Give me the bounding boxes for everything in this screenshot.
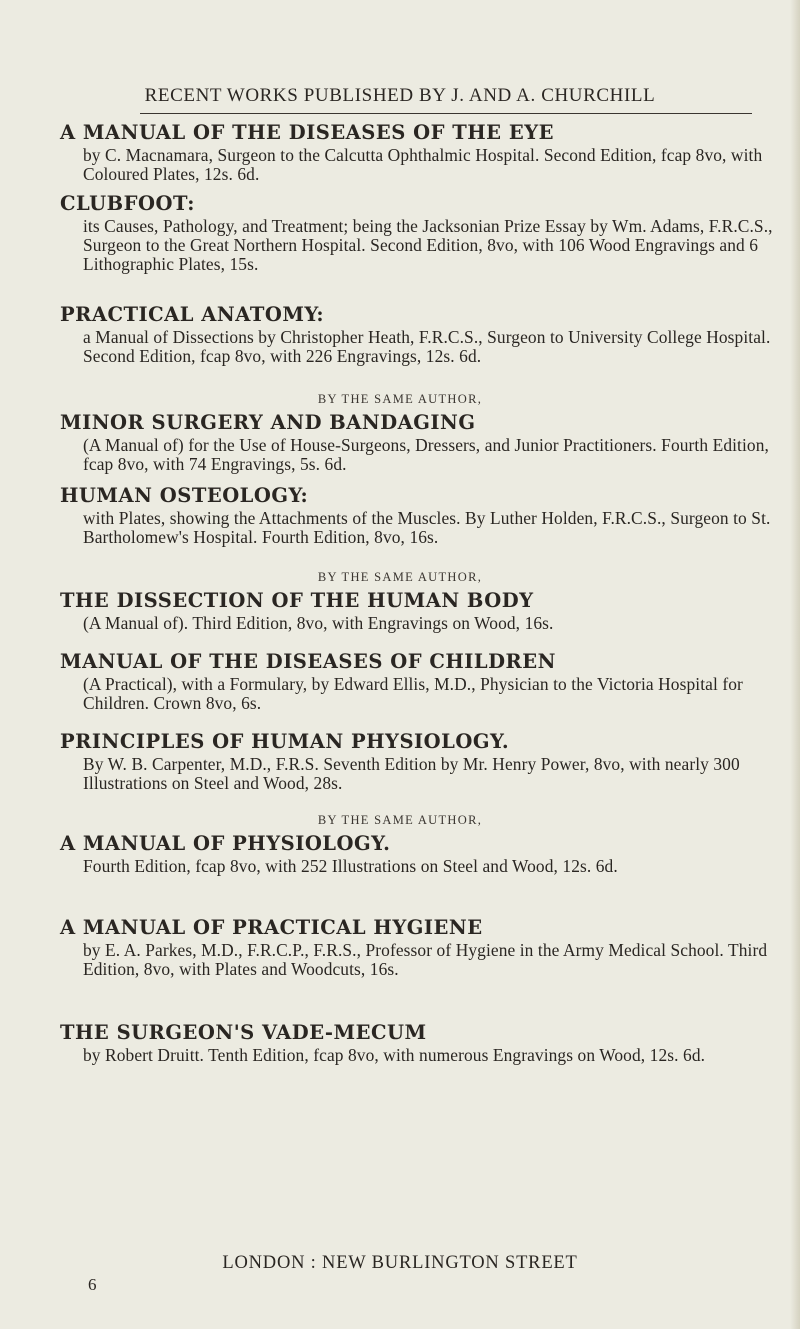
book-title: THE SURGEON'S VADE-MECUM: [60, 1021, 427, 1044]
book-description: by C. Macnamara, Surgeon to the Calcutta Ophthalmic Hospital. Second Edition, fcap 8vo, with Coloured Plates, 12s. 6d.: [83, 145, 763, 184]
book-description: (A Practical), with a Formulary, by Edward Ellis, M.D., Physician to the Victoria Hospital for Children. Crown 8vo, 6s.: [83, 674, 743, 713]
book-entry-surgeons-vade-mecum: [60, 1022, 780, 1065]
book-entry-human-physiology: [60, 731, 780, 793]
book-description: its Causes, Pathology, and Treatment; being the Jacksonian Prize Essay by Wm. Adams, F.R.C.S., Surgeon to the Great Northern Hospital. Second Edition, 8vo, with 106 Wood Engravings and 6 Lithographic Plates, 15s.: [83, 216, 773, 274]
book-title: CLUBFOOT:: [60, 192, 195, 215]
book-description: by E. A. Parkes, M.D., F.R.C.P., F.R.S., Professor of Hygiene in the Army Medical School. Third Edition, 8vo, with Plates and Woodcuts, 16s.: [83, 940, 768, 979]
book-title: THE DISSECTION OF THE HUMAN BODY: [60, 589, 534, 612]
header-rule: [140, 113, 752, 114]
book-entry-practical-anatomy: [60, 304, 780, 366]
page-number: 6: [88, 1275, 97, 1294]
book-description: (A Manual of). Third Edition, 8vo, with Engravings on Wood, 16s.: [83, 613, 554, 633]
book-title: PRINCIPLES OF HUMAN PHYSIOLOGY.: [60, 730, 510, 753]
book-title: HUMAN OSTEOLOGY:: [60, 484, 309, 507]
book-title: A MANUAL OF THE DISEASES OF THE EYE: [60, 121, 554, 144]
by-same-author-note: BY THE SAME AUTHOR,: [317, 392, 483, 406]
publisher-address: LONDON : NEW BURLINGTON STREET: [222, 1253, 578, 1273]
book-description: Fourth Edition, fcap 8vo, with 252 Illustrations on Steel and Wood, 12s. 6d.: [83, 856, 618, 876]
book-description: with Plates, showing the Attachments of the Muscles. By Luther Holden, F.R.C.S., Surgeon to St. Bartholomew's Hospital. Fourth Edition, 8vo, 16s.: [83, 508, 771, 547]
by-same-author-note: BY THE SAME AUTHOR,: [317, 570, 483, 584]
book-entry-dissection-human-body: [60, 590, 780, 633]
page-header: RECENT WORKS PUBLISHED BY J. AND A. CHURCHILL: [144, 85, 656, 106]
book-title: MINOR SURGERY AND BANDAGING: [60, 411, 476, 434]
book-description: (A Manual of) for the Use of House-Surgeons, Dressers, and Junior Practitioners. Fourth Edition, fcap 8vo, with 74 Engravings, 5s. 6d.: [83, 435, 769, 474]
book-title: A MANUAL OF PHYSIOLOGY.: [60, 832, 391, 855]
book-entry-clubfoot: [60, 193, 780, 274]
page-edge-shadow: [790, 0, 800, 1329]
book-entry-human-osteology: [60, 485, 780, 547]
by-same-author-note: BY THE SAME AUTHOR,: [317, 813, 483, 827]
book-description: By W. B. Carpenter, M.D., F.R.S. Seventh Edition by Mr. Henry Power, 8vo, with nearly 300 Illustrations on Steel and Wood, 28s.: [83, 754, 740, 793]
book-title: A MANUAL OF PRACTICAL HYGIENE: [60, 916, 483, 939]
book-entry-minor-surgery: [60, 412, 780, 474]
book-entry-diseases-of-children: [60, 651, 780, 713]
book-entry-manual-of-physiology: [60, 833, 780, 876]
book-description: by Robert Druitt. Tenth Edition, fcap 8vo, with numerous Engravings on Wood, 12s. 6d.: [83, 1045, 706, 1065]
book-entry-eye-diseases: [60, 122, 780, 184]
book-title: PRACTICAL ANATOMY:: [60, 303, 325, 326]
book-description: a Manual of Dissections by Christopher Heath, F.R.C.S., Surgeon to University College Hospital. Second Edition, fcap 8vo, with 226 Engravings, 12s. 6d.: [83, 327, 771, 366]
book-title: MANUAL OF THE DISEASES OF CHILDREN: [60, 650, 556, 673]
book-entry-practical-hygiene: [60, 917, 780, 979]
